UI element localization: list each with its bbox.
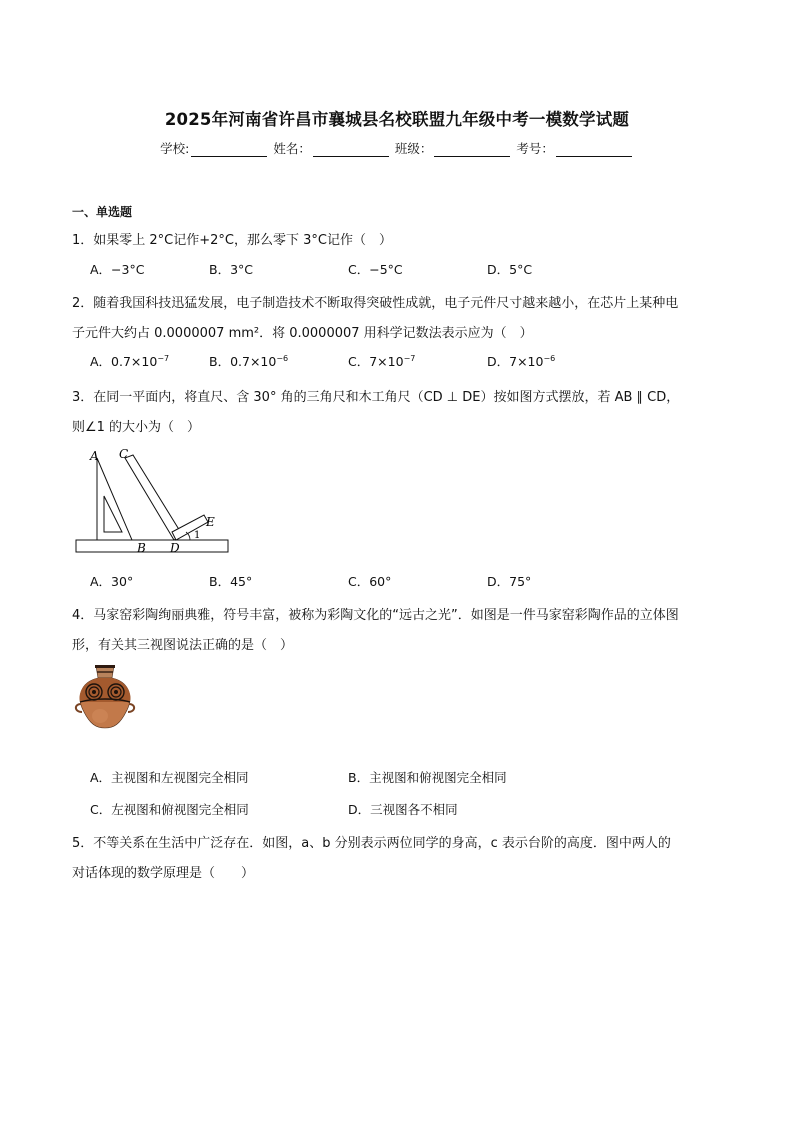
q1-option-d[interactable]: D．5°C	[487, 262, 533, 277]
ruler-shape	[76, 540, 228, 552]
q4-option-c[interactable]: C．左视图和俯视图完全相同	[90, 802, 249, 817]
q3-stem-line2: 则∠1 的大小为（ ）	[72, 420, 201, 435]
q5-stem-line2: 对话体现的数学原理是（ ）	[72, 866, 255, 881]
q4-option-d[interactable]: D．三视图各不相同	[348, 802, 458, 817]
q4-stem-line2: 形，有关其三视图说法正确的是（ ）	[72, 638, 294, 653]
q2-option-a-base: A．0.7×10	[90, 354, 158, 369]
exam-no-label: 考号：	[516, 141, 554, 156]
class-label: 班级：	[394, 141, 433, 156]
q3-option-d[interactable]: D．75°	[487, 574, 532, 589]
label-E: E	[206, 515, 215, 529]
exam-title: 2025年河南省许昌市襄城县名校联盟九年级中考一模数学试题	[164, 110, 630, 129]
q2-option-c-exp: −7	[403, 354, 416, 363]
school-label: 学校:	[160, 141, 190, 156]
label-D: D	[170, 541, 180, 555]
q2-stem-line2: 子元件大约占 0.0000007 mm²．将 0.0000007 用科学记数法表示应为（ ）	[72, 326, 533, 341]
q3-figure	[70, 444, 240, 564]
q2-option-a-exp: −7	[157, 354, 170, 363]
q3-option-b[interactable]: B．45°	[209, 574, 253, 589]
school-blank[interactable]	[191, 144, 267, 157]
q4-option-a[interactable]: A．主视图和左视图完全相同	[90, 770, 249, 785]
q2-option-d-exp: −6	[543, 354, 556, 363]
exam-no-blank[interactable]	[556, 144, 632, 157]
q2-option-c-base: C．7×10	[348, 354, 404, 369]
q3-stem-line1: 3．在同一平面内，将直尺、含 30° 角的三角尺和木工角尺（CD ⊥ DE）按如图方式摆放，若 AB ∥ CD，	[72, 390, 680, 405]
name-label: 姓名：	[273, 141, 311, 156]
pottery-jar-image	[74, 664, 136, 732]
carpenter-square-long-arm	[125, 455, 183, 540]
name-blank[interactable]	[313, 144, 389, 157]
q2-option-b-base: B．0.7×10	[209, 354, 277, 369]
label-C: C	[119, 447, 129, 461]
q4-option-b[interactable]: B．主视图和俯视图完全相同	[348, 770, 507, 785]
q2-option-d[interactable]	[487, 352, 555, 370]
label-A: A	[90, 449, 99, 463]
q3-option-a[interactable]: A．30°	[90, 574, 134, 589]
q1-option-a[interactable]: A．−3°C	[90, 262, 145, 277]
q2-option-d-base: D．7×10	[487, 354, 544, 369]
section-heading: 一、单选题	[72, 205, 133, 219]
q2-option-b[interactable]	[209, 352, 288, 370]
q2-stem-line1: 2．随着我国科技迅猛发展，电子制造技术不断取得突破性成就，电子元件尺寸越来越小，在芯片上某种电	[72, 296, 679, 311]
q1-option-c[interactable]: C．−5°C	[348, 262, 403, 277]
student-info-row	[0, 139, 794, 157]
q3-option-c[interactable]: C．60°	[348, 574, 392, 589]
q2-option-a[interactable]	[90, 352, 169, 370]
q2-option-b-exp: −6	[276, 354, 289, 363]
q1-option-b[interactable]: B．3°C	[209, 262, 254, 277]
q2-option-c[interactable]	[348, 352, 415, 370]
q1-stem: 1．如果零上 2°C记作+2°C，那么零下 3°C记作（ ）	[72, 233, 392, 248]
q4-stem-line1: 4．马家窑彩陶绚丽典雅，符号丰富，被称为彩陶文化的“远古之光”．如图是一件马家窑彩陶作品的立体图	[72, 608, 679, 623]
class-blank[interactable]	[434, 144, 510, 157]
label-B: B	[137, 541, 146, 555]
label-angle-1: 1	[194, 530, 201, 541]
q5-stem-line1: 5．不等关系在生活中广泛存在．如图，a、b 分别表示两位同学的身高，c 表示台阶的高度．图中两人的	[72, 836, 671, 851]
